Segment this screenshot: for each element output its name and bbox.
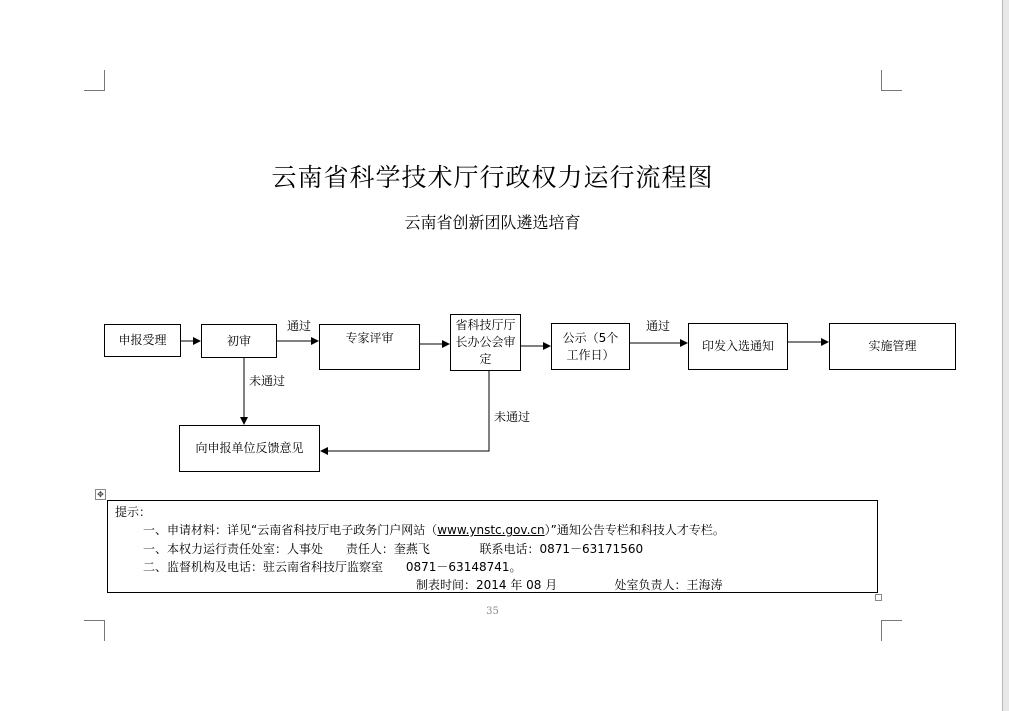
page-number: 35 (486, 606, 499, 617)
table-move-handle[interactable]: ✥ (95, 489, 106, 500)
step-expert-review: 专家评审 (319, 324, 420, 370)
notes-line-date-and-head: 制表时间：2014 年 08 月 处室负责人：王海涛 (416, 578, 723, 592)
edge-label-pass-1: 通过 (287, 319, 312, 333)
step-office-meeting: 省科技厅厅长办公会审定 (450, 314, 521, 371)
notes-materials-suffix: ）”通知公告专栏和科技人才专栏。 (544, 523, 725, 537)
notes-heading: 提示： (115, 505, 152, 519)
notes-materials-prefix: 一、申请材料：详见“云南省科技厅电子政务门户网站（ (143, 523, 438, 537)
document-title: 云南省科学技术厅行政权力运行流程图 (271, 163, 714, 192)
notes-line-materials (143, 521, 725, 539)
notes-line-responsible-office: 一、本权力运行责任处室：人事处 责任人：奎燕飞 联系电话：0871－63171560 (143, 542, 644, 556)
step-feedback: 向申报单位反馈意见 (179, 425, 320, 472)
document-subtitle: 云南省创新团队遴选培育 (404, 213, 581, 232)
step-selection-notice: 印发入选通知 (688, 323, 788, 370)
table-resize-handle[interactable] (875, 594, 882, 601)
portal-link[interactable]: www.ynstc.gov.cn (437, 523, 545, 537)
arrow-meeting-to-feedback (321, 371, 489, 451)
step-implementation: 实施管理 (829, 323, 956, 370)
notes-line-supervision: 二、监督机构及电话：驻云南省科技厅监察室 0871－63148741。 (143, 560, 522, 574)
step-publicity: 公示（5个工作日） (551, 323, 630, 370)
notes-table (107, 500, 878, 593)
edge-label-fail-1: 未通过 (249, 374, 286, 388)
edge-label-pass-2: 通过 (646, 319, 671, 333)
step-apply: 申报受理 (104, 324, 181, 357)
step-initial-review: 初审 (201, 324, 277, 358)
edge-label-fail-2: 未通过 (494, 410, 531, 424)
